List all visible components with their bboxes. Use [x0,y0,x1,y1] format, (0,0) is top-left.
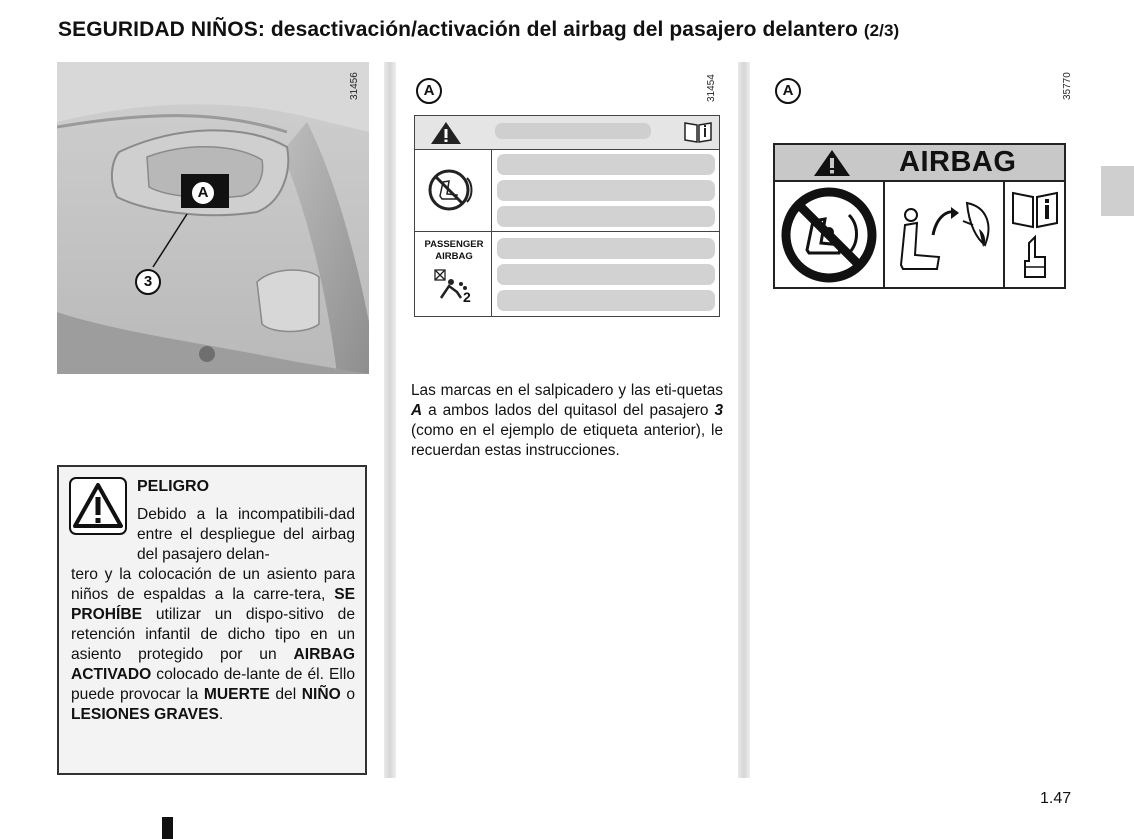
warning-paragraph-body: tero y la colocación de un asiento para niños de espaldas a la carre-tera, SE PROHÍBE utilizar un dispo-sitivo de retención infantil de dicho tipo en un asiento protegido por un AIRBAG ACTIVADO colocado de-lante de él. Ello puede provocar la MUERTE del NIÑO o LESIONES GRAVES. [71,566,355,723]
callout-a: A [190,180,216,206]
title-text: SEGURIDAD NIÑOS: desactivación/activación del airbag del pasajero delantero [58,18,858,41]
airbag-label-header [775,145,1064,182]
title-page-part: (2/3) [863,21,900,40]
no-rear-facing-seat-icon [779,185,879,285]
callout-3: 3 [135,269,161,295]
figure-code: 31456 [349,72,360,100]
airbag-status-icon [431,268,479,308]
airbag-deployment-icon [887,185,1001,285]
danger-warning-box [57,465,367,775]
airbag-icon-number: 2 [463,289,471,305]
figure-code-middle: 31454 [706,74,717,102]
warning-triangle-icon [429,120,463,146]
label-header [415,116,719,150]
warning-paragraph-intro: Debido a la incompatibili-dad entre el despliegue del airbag del pasajero delan- [137,506,355,563]
warning-triangle-icon [69,477,127,535]
airbag-label-example [414,115,720,317]
column-divider-right [738,62,750,778]
figure-ref-a-middle: A [416,78,442,104]
sun-visor-illustration [57,62,369,374]
print-mark [162,817,173,839]
airbag-warning-label [773,143,1066,289]
warning-triangle-icon [813,149,851,177]
column-divider-left [384,62,396,778]
airbag-text: AIRBAG [899,146,1017,178]
manual-and-hand-icon [1007,185,1063,285]
section-tab [1101,166,1134,216]
no-child-seat-icon [427,164,479,216]
sun-visor-photo [57,62,369,374]
page-title [58,18,899,42]
label-explanation-text: Las marcas en el salpicadero y las eti-quetas A a ambos lados del quitasol del pasajero 3 (como en el ejemplo de etiqueta anterior), le recuerdan estas instrucciones. [411,382,723,459]
figure-code-right: 35770 [1062,72,1073,100]
figure-ref-a-right: A [775,78,801,104]
page-number: 1.47 [1040,790,1072,807]
manual-book-icon [683,120,713,144]
warning-heading: PELIGRO [137,478,210,495]
passenger-airbag-text: PASSENGER AIRBAG [424,239,484,262]
